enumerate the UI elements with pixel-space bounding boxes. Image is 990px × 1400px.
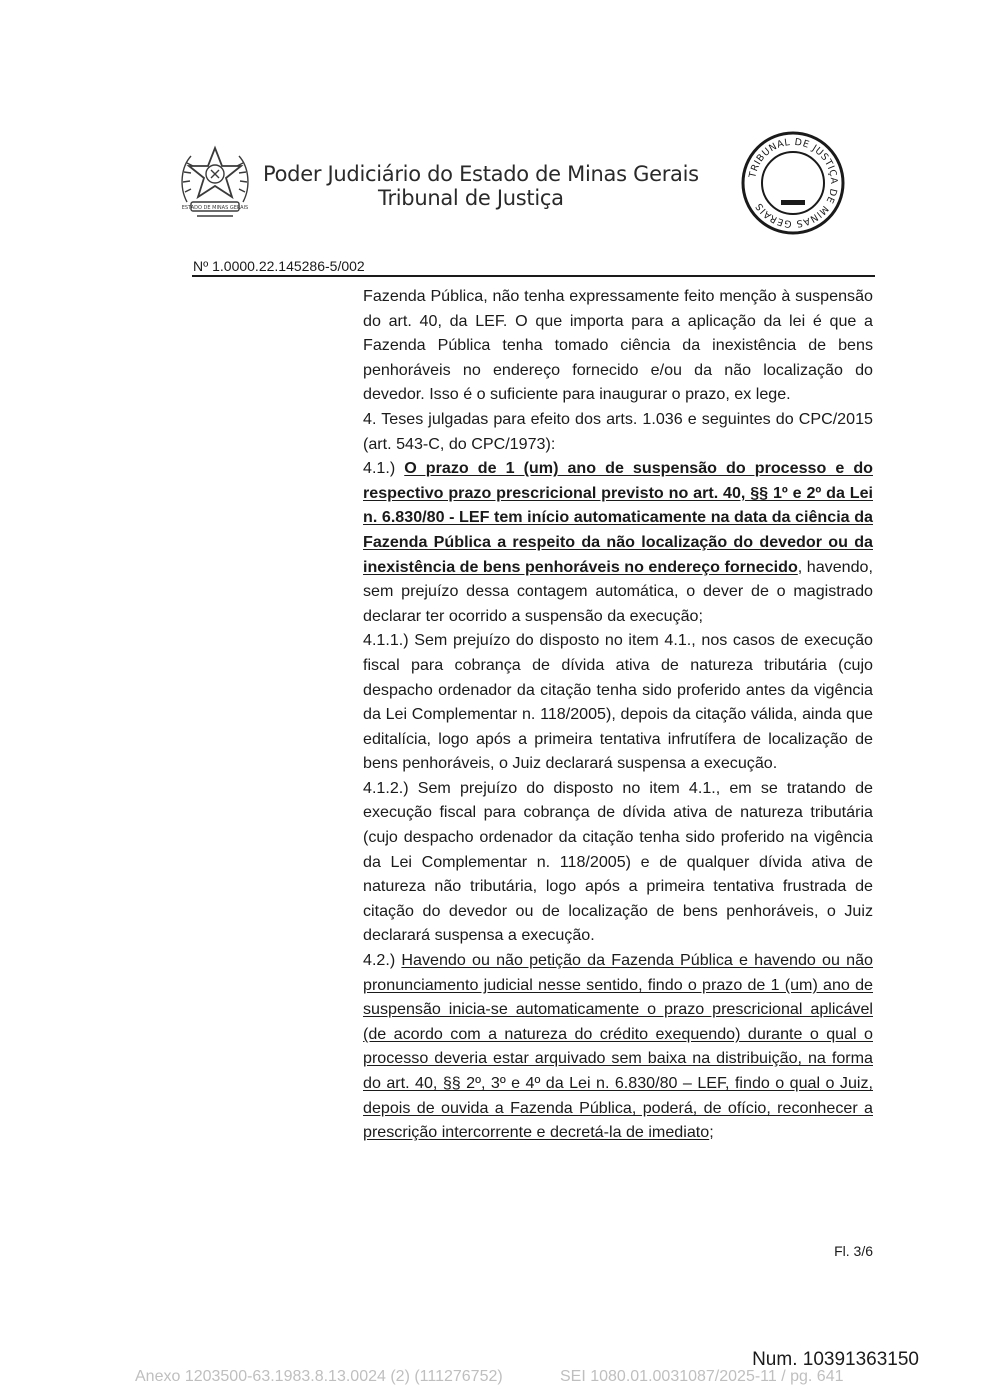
svg-text:TRIBUNAL DE JUSTIÇA DE MINAS G: TRIBUNAL DE JUSTIÇA DE MINAS GERAIS [747,136,840,230]
document-body [363,284,873,1145]
bold-thesis-text: O prazo de 1 (um) ano de suspensão do processo e do respectivo prazo prescricional previsto no art. 40, §§ 1º e 2º da Lei n. 6.830/80 - LEF tem início automaticamente na data da ciência da Fazenda Pública a respeito da não localização do devedor ou da inexistência de bens penhoráveis no endereço fornecido [363,459,873,576]
paragraph: 4. Teses julgadas para efeito dos arts. 1.036 e seguintes do CPC/2015 (art. 543-C, do CPC/1973): [363,409,873,453]
annex-footer: Anexo 1203500-63.1983.8.13.0024 (2) (111276752) [135,1368,503,1385]
paragraph [363,456,873,628]
item-prefix: 4.1.) [363,459,405,478]
court-title: Poder Judiciário do Estado de Minas Gerais [263,162,699,186]
item-prefix: 4.2.) [363,951,402,970]
page-header [175,136,875,230]
process-number: Nº 1.0000.22.145286-5/002 [193,258,365,274]
sei-footer: SEI 1080.01.0031087/2025-11 / pg. 641 [560,1368,844,1385]
page-folio: Fl. 3/6 [834,1243,873,1259]
svg-text:ESTADO DE MINAS GERAIS: ESTADO DE MINAS GERAIS [181,205,249,211]
paragraph: 4.1.1.) Sem prejuízo do disposto no item 4.1., nos casos de execução fiscal para cobrança de dívida ativa de natureza tributária (cujo despacho ordenador da citação tenha sido proferido antes da vigência da Lei Complementar n. 118/2005), depois da citação válida, ainda que editalícia, logo após a primeira tentativa infrutífera de localização de bens penhoráveis, o Juiz declarará suspensa a execução. [363,631,873,773]
paragraph-text: , havendo, sem prejuízo dessa contagem automática, o dever de o magistrado declarar ter ocorrido a suspensão da execução; [363,557,873,625]
header-divider [192,275,875,277]
coat-of-arms-icon [175,142,255,224]
paragraph: Fazenda Pública, não tenha expressamente feito menção à suspensão do art. 40, da LEF. O que importa para a aplicação da lei é que a Fazenda Pública tenha tomado ciência da inexistência de bens penhoráveis no endereço fornecido e/ou da não localização do devedor. Isso é o suficiente para inaugurar o prazo, ex lege. [363,287,873,404]
underlined-thesis-text: Havendo ou não petição da Fazenda Pública e havendo ou não pronunciamento judicial nesse sentido, findo o prazo de 1 (um) ano de suspensão inicia-se automaticamente o prazo prescricional aplicável (de acordo com a natureza do crédito exequendo) durante o qual o processo deveria estar arquivado sem baixa na distribuição, na forma do art. 40, §§ 2º, 3º e 4º da Lei n. 6.830/80 – LEF, findo o qual o Juiz, depois de ouvida a Fazenda Pública, poderá, de ofício, reconhecer a prescrição intercorrente e decretá-la de imediato [363,951,873,1142]
court-subtitle: Tribunal de Justiça [378,186,564,210]
document-number: Num. 10391363150 [752,1349,919,1370]
seal-icon [740,130,846,236]
paragraph: 4.1.2.) Sem prejuízo do disposto no item 4.1., em se tratando de execução fiscal para cobrança de dívida ativa de natureza tributária (cujo despacho ordenador da citação tenha sido proferido na vigência da Lei Complementar n. 118/2005) e de qualquer dívida ativa de natureza não tributária, logo após a primeira tentativa frustrada de citação do devedor ou de localização de bens penhoráveis, o Juiz declarará suspensa a execução. [363,778,873,945]
paragraph [363,948,873,1145]
paragraph-text: ; [709,1123,714,1142]
